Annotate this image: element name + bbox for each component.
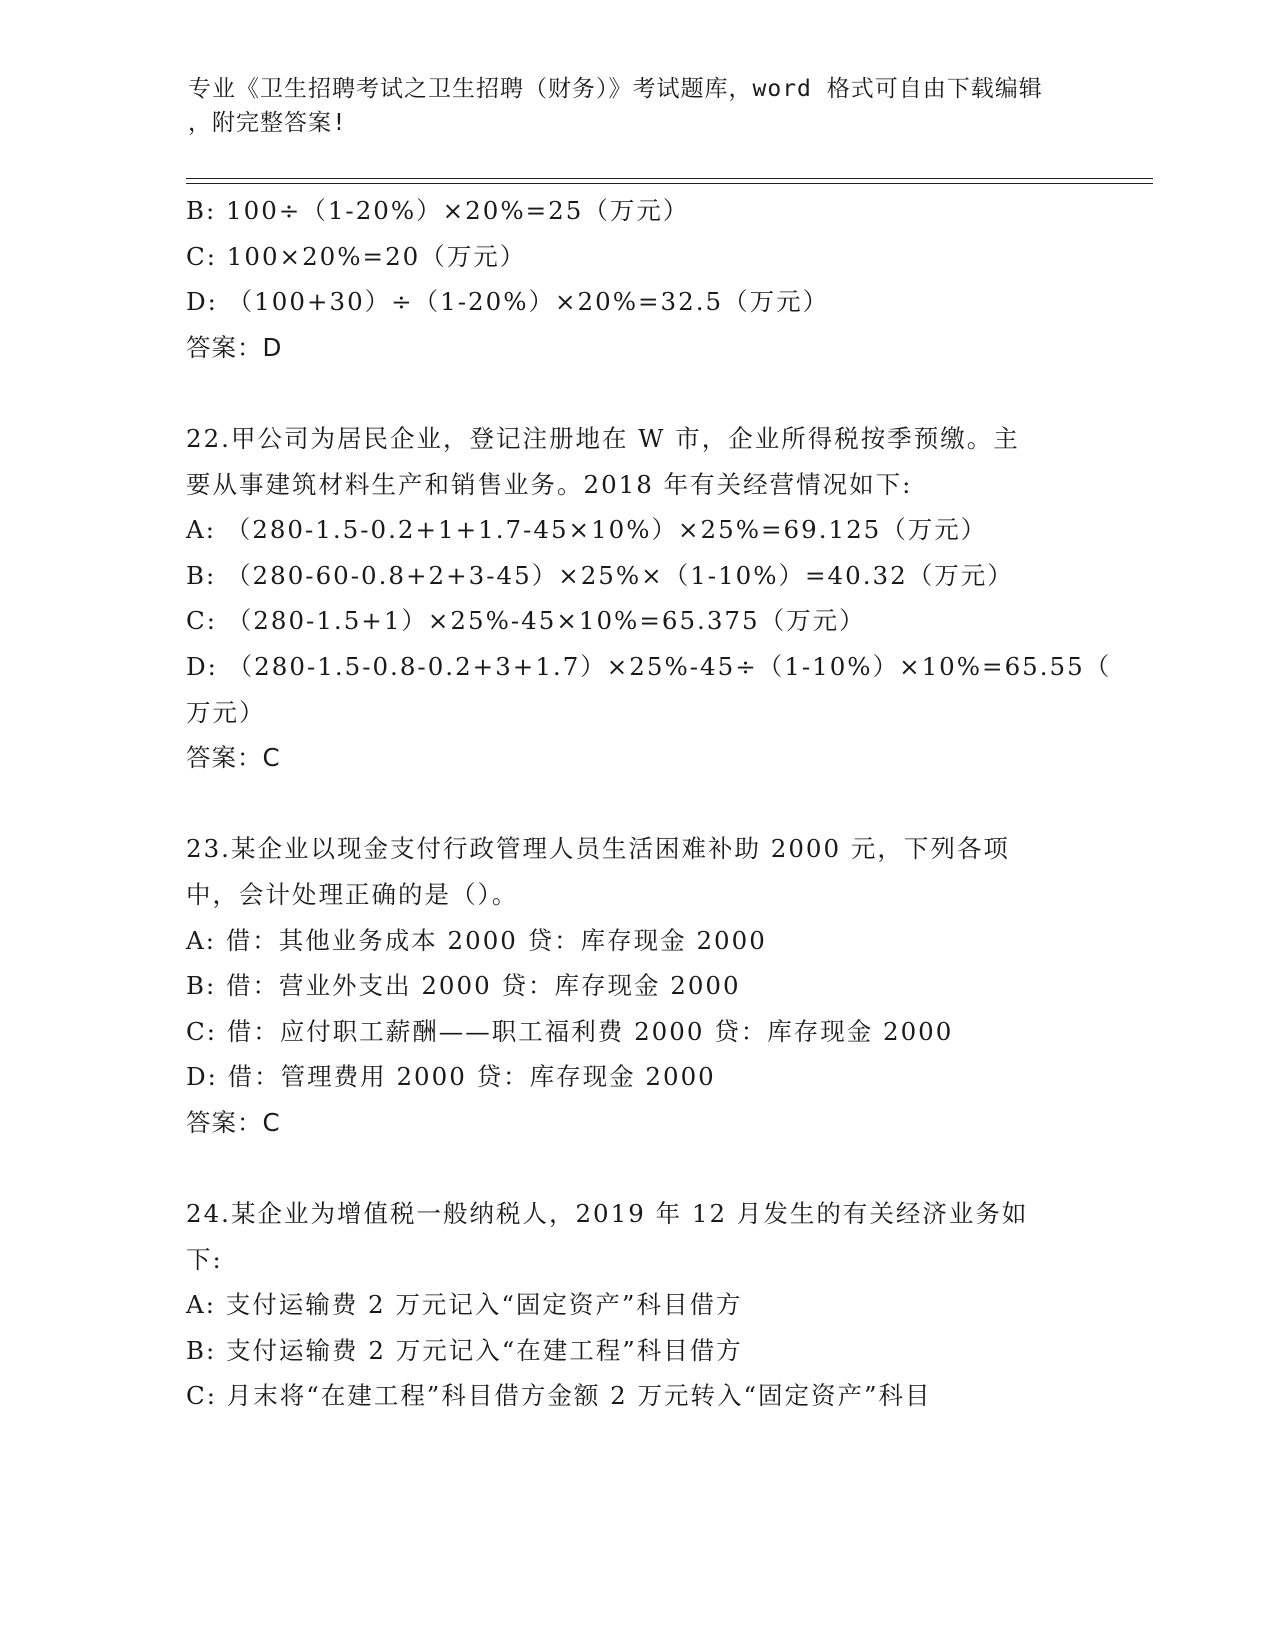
option-b: B: 100÷（1-20%）×20%=25（万元） [186,196,690,225]
header-divider [186,178,1153,179]
question-21-tail [186,188,1086,370]
option-d: D: 借：管理费用 2000 贷：库存现金 2000 [186,1062,716,1092]
option-b: B: 支付运输费 2 万元记入“在建工程”科目借方 [186,1335,743,1365]
answer: 答案：C [186,1107,281,1137]
option-b: B: （280-60-0.8+2+3-45）×25%×（1-10%）=40.32（万元） [186,560,1014,590]
question-stem: 23.某企业以现金支付行政管理人员生活困难补助 2000 元，下列各项 [186,834,1010,864]
question-23 [186,826,1086,1145]
question-stem: 22.甲公司为居民企业，登记注册地在 W 市，企业所得税按季预缴。主 [186,423,1020,453]
answer: 答案：D [186,332,283,362]
header-divider [186,183,1153,184]
option-d-continued: 万元） [186,697,266,727]
option-d: D: （280-1.5-0.8-0.2+3+1.7）×25%-45÷（1-10%）×10%=65.55（ [186,651,1112,681]
option-b: B: 借：营业外支出 2000 贷：库存现金 2000 [186,971,741,1001]
option-c: C: 100×20%=20（万元） [186,241,527,271]
document-body [186,188,1112,1419]
header-line: 专业《卫生招聘考试之卫生招聘（财务）》考试题库，word 格式可自由下载编辑 [188,76,1043,102]
option-c: C: 借：应付职工薪酬——职工福利费 2000 贷：库存现金 2000 [186,1016,954,1046]
question-stem: 24.某企业为增值税一般纳税人，2019 年 12 月发生的有关经济业务如 [186,1199,1029,1229]
option-d: D: （100+30）÷（1-20%）×20%=32.5（万元） [186,287,830,317]
header-line: ，附完整答案! [188,110,347,136]
option-c: C: （280-1.5+1）×25%-45×10%=65.375（万元） [186,606,866,636]
question-24 [186,1191,1086,1419]
option-a: A: 支付运输费 2 万元记入“固定资产”科目借方 [186,1290,743,1320]
option-c: C: 月末将“在建工程”科目借方金额 2 万元转入“固定资产”科目 [186,1381,932,1411]
page-header [188,72,1068,140]
question-22 [186,416,1112,781]
option-a: A: 借：其他业务成本 2000 贷：库存现金 2000 [186,925,767,955]
option-a: A: （280-1.5-0.2+1+1.7-45×10%）×25%=69.125（万元） [186,515,988,545]
question-stem: 中，会计处理正确的是（）。 [186,879,519,909]
question-stem: 要从事建筑材料生产和销售业务。2018 年有关经营情况如下: [186,469,913,499]
question-stem: 下: [186,1244,223,1274]
answer: 答案：C [186,743,281,773]
